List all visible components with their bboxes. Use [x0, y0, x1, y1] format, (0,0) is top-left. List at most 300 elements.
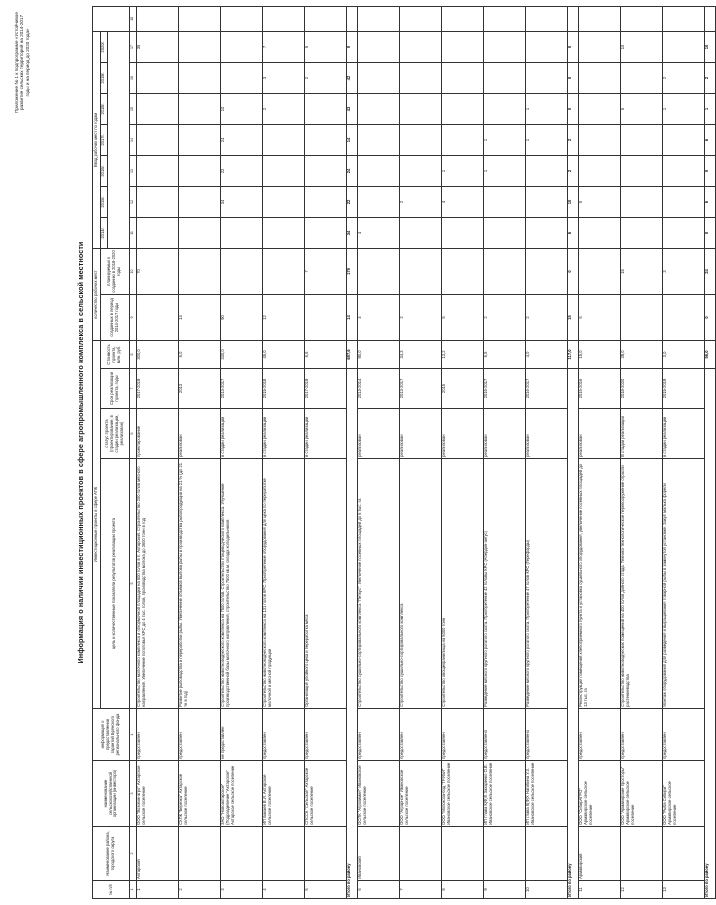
header-organization: наименование сельскохозяйственной организации (инвестора) [93, 761, 130, 827]
jobs-created-cell: 90 [220, 294, 262, 340]
row-number: 9 [483, 881, 525, 899]
year-jobs-cell: 34 [220, 186, 262, 217]
jobs-planned-cell [178, 248, 220, 294]
year-jobs-cell [620, 217, 662, 248]
table-row [441, 6, 483, 898]
table-row [662, 6, 704, 898]
year-jobs-cell: 10 [620, 31, 662, 62]
year-jobs-cell [483, 31, 525, 62]
status-cell: в стадии реализации [262, 409, 304, 459]
year-jobs-cell [399, 217, 441, 248]
year-jobs-cell [441, 217, 483, 248]
goal-cell: Строительство животноводческого комплекса на 7500 голов. Строительство птицеводческого комплекса. Улучшение производственной базы молочного направления, строительство 7500 кв.м. склада холодильников [220, 459, 262, 709]
blank-cell [483, 6, 525, 31]
header-year: 2019г. [100, 62, 108, 93]
total-jobs-planned: 179 [346, 248, 357, 294]
year-jobs-cell [136, 186, 178, 217]
total-year-jobs: 6 [567, 217, 578, 248]
total-year-jobs: 1 [704, 93, 715, 124]
total-year-jobs: 0 [567, 93, 578, 124]
jobs-created-cell: 5 [441, 294, 483, 340]
row-number: 1 [136, 881, 178, 899]
table-row [262, 6, 304, 898]
jobs-planned-cell: 70 [136, 248, 178, 294]
document-title: Информация о наличии инвестиционных проектов в сфере агропромышленного комплекса в сельской местности [76, 241, 85, 664]
blank-cell [220, 6, 262, 31]
year-jobs-cell [136, 124, 178, 155]
blank-cell [441, 6, 483, 31]
year-jobs-cell [620, 124, 662, 155]
year-jobs-cell [178, 155, 220, 186]
year-jobs-cell [304, 93, 346, 124]
cost-cell: 90,0 [357, 340, 399, 368]
row-number: 12 [620, 881, 662, 899]
total-label: Итого по району [567, 369, 578, 899]
header-by-year-group: Ввод рабочих мест по годам [93, 31, 101, 248]
total-year-jobs: 24 [346, 155, 357, 186]
year-jobs-cell [662, 217, 704, 248]
goal-cell: Строительство сушильно-сортировального комплекса "Петкус". Увеличение посевных площадей до 5 тыс. га [357, 459, 399, 709]
district-total-row [346, 6, 357, 898]
year-jobs-cell [578, 155, 620, 186]
blank-cell [262, 6, 304, 31]
status-cell: реализован [578, 409, 620, 459]
jobs-created-cell: 4 [357, 294, 399, 340]
year-jobs-cell [178, 93, 220, 124]
organization-cell: ООО "Рыба Сибири" Армавирское сельское поселение [662, 761, 704, 827]
total-year-jobs: 22 [346, 186, 357, 217]
column-number: 10 [130, 248, 137, 294]
blank-cell [578, 6, 620, 31]
year-jobs-cell [220, 31, 262, 62]
year-jobs-cell [578, 31, 620, 62]
jobs-planned-cell [525, 248, 567, 294]
year-jobs-cell [304, 124, 346, 155]
header-year: 2020г. [100, 31, 108, 62]
organization-cell: СПССК "Сельская" Ахтарское сельское поселение [304, 761, 346, 827]
column-number: 13 [130, 155, 137, 186]
district-cell [441, 827, 483, 881]
year-jobs-cell: 2 [399, 186, 441, 217]
column-number: 1 [130, 881, 137, 899]
total-year-jobs: 0 [704, 217, 715, 248]
cost-cell: 39,0 [620, 340, 662, 368]
district-cell [483, 827, 525, 881]
header-year: 2015г. [100, 186, 108, 217]
cooperation-cell: предоставлено [483, 709, 525, 761]
header-year: 2016г. [100, 155, 108, 186]
year-jobs-cell [178, 31, 220, 62]
table-row [483, 6, 525, 898]
cooperation-cell: предоставлен [262, 709, 304, 761]
column-number: 5 [130, 459, 137, 709]
district-cell [178, 827, 220, 881]
year-jobs-cell: 7 [262, 31, 304, 62]
district-total-row [567, 6, 578, 898]
year-jobs-cell [441, 31, 483, 62]
table-row [578, 6, 620, 898]
status-cell: реализован [441, 409, 483, 459]
table-row [620, 6, 662, 898]
header-jobs-planned: планируемых к созданию в 2018-2020 годы [100, 248, 130, 294]
row-number: 3 [220, 881, 262, 899]
jobs-created-cell [662, 294, 704, 340]
total-jobs-created: 15 [567, 294, 578, 340]
column-number: 12 [130, 186, 137, 217]
year-jobs-cell [178, 186, 220, 217]
year-jobs-cell [620, 155, 662, 186]
status-cell: в стадии реализации [220, 409, 262, 459]
total-year-jobs: 0 [567, 62, 578, 93]
period-cell: 2013-2017 [399, 369, 441, 409]
cooperation-cell: предоставлен [441, 709, 483, 761]
year-jobs-cell: 1 [441, 155, 483, 186]
blank-cell [662, 6, 704, 31]
year-jobs-cell [525, 217, 567, 248]
column-number: 3 [130, 761, 137, 827]
status-cell: реализован [178, 409, 220, 459]
jobs-created-cell: 6 [578, 294, 620, 340]
cooperation-cell: предоставлен [399, 709, 441, 761]
period-cell: 2016-2017 [483, 369, 525, 409]
goal-cell: Строительство овощехранилища на 5000 тонн [441, 459, 483, 709]
year-jobs-cell: 1 [483, 155, 525, 186]
period-cell: 2013 [178, 369, 220, 409]
status-cell: проектирование [136, 409, 178, 459]
year-jobs-cell: 6 [578, 186, 620, 217]
status-cell: в стадии реализации [304, 409, 346, 459]
blank-cell [178, 6, 220, 31]
district-cell: Армавирский [578, 827, 620, 881]
cost-cell: 6,6 [304, 340, 346, 368]
cooperation-cell: предоставлен [304, 709, 346, 761]
header-row-1 [93, 6, 101, 898]
year-jobs-cell [662, 186, 704, 217]
goal-cell: Монтаж оборудования для разведения и выращивания товарной рыбы в замкнутой установке. Закуп малька форели [662, 459, 704, 709]
blank-cell [346, 6, 357, 31]
jobs-planned-cell [483, 248, 525, 294]
year-jobs-cell: 10 [220, 93, 262, 124]
year-jobs-cell [357, 62, 399, 93]
blank-cell [704, 6, 715, 31]
district-cell [262, 827, 304, 881]
organization-cell: ООО "Возовик-агро" Ахтарское сельское поселение [136, 761, 178, 827]
cost-cell: 45,0 [262, 340, 304, 368]
organization-cell: ЗАО "Новоахтарское" (Подразделение "Ахтарское" Ахтарское сельское поселение [220, 761, 262, 827]
total-jobs-created: 14 [346, 294, 357, 340]
year-jobs-cell: 24 [220, 124, 262, 155]
appendix-note: Приложение № 1 к подпрограмме «Устойчивое развитие сельских территорий на 2014-2017 годы и на период до 2020 года» [14, 12, 30, 113]
year-jobs-cell [620, 186, 662, 217]
jobs-planned-cell: 3 [662, 248, 704, 294]
district-cell: Ахтарский [136, 827, 178, 881]
cost-cell: 4,0 [525, 340, 567, 368]
blank-cell [399, 6, 441, 31]
blank-cell [525, 6, 567, 31]
district-cell [399, 827, 441, 881]
organization-cell: ООО "Армавирские просторы" Армавирское сельское поселение [620, 761, 662, 827]
cooperation-cell: предоставлен [578, 709, 620, 761]
organization-cell: ИП Бакаев В.И. Ахтарское сельское поселение [262, 761, 304, 827]
total-label: Итого по району [704, 369, 715, 899]
jobs-planned-cell [578, 248, 620, 294]
goal-cell: Строительство животноводческого комплекса на 131 голов КРС. Приобретение оборудования для цеха по переработке молочной и мясной продукции [262, 459, 304, 709]
year-jobs-cell [304, 186, 346, 217]
district-cell [620, 827, 662, 881]
district-cell [525, 827, 567, 881]
year-jobs-cell [304, 217, 346, 248]
year-jobs-cell [262, 155, 304, 186]
header-district: Наименование района, городского округа [93, 827, 130, 881]
year-jobs-cell [178, 217, 220, 248]
year-jobs-cell [220, 217, 262, 248]
blank-cell [567, 6, 578, 31]
year-jobs-cell [357, 31, 399, 62]
jobs-planned-cell [262, 248, 304, 294]
goal-cell: Строительство молочного комплекса и откормочной площадки на 600 голов в п. Ахтарский. Строительство 200 голов мясного направления. Увеличение поголовья КРС до 4 тыс. голов, производства молока до 3600 тонн в год [136, 459, 178, 709]
table-row [220, 6, 262, 898]
jobs-created-cell: 12 [262, 294, 304, 340]
year-jobs-cell [483, 93, 525, 124]
cooperation-cell: предоставлен [662, 709, 704, 761]
year-jobs-cell [525, 31, 567, 62]
district-cell: Ивановский [357, 827, 399, 881]
status-cell: реализован [357, 409, 399, 459]
district-cell [304, 827, 346, 881]
cost-cell: 5,5 [483, 340, 525, 368]
column-number: 17 [130, 31, 137, 62]
table-row [357, 6, 399, 898]
year-jobs-cell [441, 62, 483, 93]
year-jobs-cell [304, 155, 346, 186]
header-cooperation: информация о предоставлении гарантий Брянского регионального фонда [93, 709, 130, 761]
year-jobs-cell: 1 [525, 93, 567, 124]
jobs-planned-cell [441, 248, 483, 294]
jobs-planned-cell: 7 [304, 248, 346, 294]
year-jobs-cell: 1 [525, 124, 567, 155]
cost-cell: 300,0 [136, 340, 178, 368]
column-number: 18 [130, 6, 137, 31]
cost-cell: 6,0 [178, 340, 220, 368]
year-jobs-cell [136, 155, 178, 186]
year-jobs-cell [483, 186, 525, 217]
cost-cell: 330,0 [220, 340, 262, 368]
column-number: 6 [130, 409, 137, 459]
total-year-jobs: 0 [346, 31, 357, 62]
row-number: 2 [178, 881, 220, 899]
year-jobs-cell [136, 93, 178, 124]
jobs-created-cell [304, 294, 346, 340]
year-jobs-cell [620, 62, 662, 93]
total-jobs-planned: 0 [567, 248, 578, 294]
year-jobs-cell [399, 31, 441, 62]
year-jobs-cell [441, 124, 483, 155]
year-jobs-cell: 22 [220, 155, 262, 186]
jobs-created-cell: 2 [525, 294, 567, 340]
row-number: 13 [662, 881, 704, 899]
cooperation-cell: предоставлен [136, 709, 178, 761]
column-number: 7 [130, 369, 137, 409]
table-row [525, 6, 567, 898]
cooperation-cell: предоставлен [357, 709, 399, 761]
period-cell: 2013-2014 [357, 369, 399, 409]
total-year-jobs: 6 [704, 186, 715, 217]
year-jobs-cell: 4 [441, 186, 483, 217]
goal-cell: Строительство сушильно-сортировального комплекса [399, 459, 441, 709]
row-number: 4 [262, 881, 304, 899]
header-jobs-group: количество рабочих мест [93, 248, 101, 340]
year-jobs-cell [441, 93, 483, 124]
column-number: 16 [130, 62, 137, 93]
cost-cell: 34,3 [399, 340, 441, 368]
goal-cell: Разведение мясного крупного рогатого скота. Приобретение 42 головы КРС (Абердин-ангус) [483, 459, 525, 709]
jobs-created-cell: 2 [399, 294, 441, 340]
total-year-jobs: 0 [567, 31, 578, 62]
jobs-planned-cell: 15 [620, 248, 662, 294]
year-jobs-cell [662, 31, 704, 62]
year-jobs-cell [578, 124, 620, 155]
year-jobs-cell [357, 93, 399, 124]
column-number: 11 [130, 217, 137, 248]
row-number: 6 [357, 881, 399, 899]
year-jobs-cell: 4 [357, 217, 399, 248]
year-jobs-cell: 2 [662, 62, 704, 93]
year-jobs-cell: 3 [262, 62, 304, 93]
year-jobs-cell [178, 62, 220, 93]
year-jobs-cell: 5 [620, 93, 662, 124]
goal-cell: Разведение мясного крупного рогатого скота. Приобретение 47 голов КРС (Герефорды) [525, 459, 567, 709]
district-total-row [704, 6, 715, 898]
column-number: 8 [130, 340, 137, 368]
year-jobs-cell [136, 217, 178, 248]
cost-cell: 15,0 [578, 340, 620, 368]
year-jobs-cell [525, 186, 567, 217]
cooperation-cell: не предоставлен [220, 709, 262, 761]
row-number: 8 [441, 881, 483, 899]
year-jobs-cell [136, 62, 178, 93]
period-cell: 2016-2017 [525, 369, 567, 409]
year-jobs-cell [578, 93, 620, 124]
year-jobs-cell [662, 124, 704, 155]
status-cell: реализован [399, 409, 441, 459]
year-jobs-cell [525, 62, 567, 93]
goal-cell: Организация убойного цеха и переработка мяса [304, 459, 346, 709]
year-jobs-cell: 5 [304, 31, 346, 62]
blank-cell [620, 6, 662, 31]
cost-cell: 3,0 [662, 340, 704, 368]
year-jobs-cell [578, 217, 620, 248]
jobs-created-cell [620, 294, 662, 340]
header-period: Срок реализации проекта, годы [100, 369, 130, 409]
organization-cell: ИП Глава К(Ф)Х Захаренко О.В. Ивановское сельское поселение [483, 761, 525, 827]
year-jobs-cell [262, 124, 304, 155]
year-jobs-cell [399, 124, 441, 155]
year-jobs-cell [399, 155, 441, 186]
period-cell: 2017-2019 [136, 369, 178, 409]
jobs-created-cell [136, 294, 178, 340]
organization-cell: ООО "Аграрное" Ивановское сельское поселение [399, 761, 441, 827]
total-cost: 687,6 [346, 340, 357, 368]
status-cell: В стадии реализации [620, 409, 662, 459]
table-row [304, 6, 346, 898]
total-cost: 117,0 [567, 340, 578, 368]
row-number: 5 [304, 881, 346, 899]
column-number: 9 [130, 294, 137, 340]
organization-cell: ООО "СибирАГРО" Армавирское сельское поселение [578, 761, 620, 827]
row-number: 10 [525, 881, 567, 899]
year-jobs-cell [357, 155, 399, 186]
jobs-created-cell: 2 [483, 294, 525, 340]
year-jobs-cell [262, 186, 304, 217]
jobs-created-cell: 14 [178, 294, 220, 340]
total-jobs-planned: 24 [704, 248, 715, 294]
blank-cell [136, 6, 178, 31]
column-number: 15 [130, 93, 137, 124]
year-jobs-cell [662, 155, 704, 186]
year-jobs-cell [357, 186, 399, 217]
table-row [136, 6, 178, 898]
blank-cell [357, 6, 399, 31]
year-jobs-cell: 1 [483, 124, 525, 155]
total-year-jobs: 42 [346, 62, 357, 93]
row-number: 11 [578, 881, 620, 899]
column-number: 4 [130, 709, 137, 761]
jobs-planned-cell [220, 248, 262, 294]
blank-cell [304, 6, 346, 31]
header-status: статус проекта (проектирование, в стадии реализации, реализован) [100, 409, 130, 459]
total-year-jobs: 2 [704, 62, 715, 93]
year-jobs-cell [220, 62, 262, 93]
column-number: 14 [130, 124, 137, 155]
column-number-row [130, 6, 137, 898]
header-year: 2018г. [100, 93, 108, 124]
total-year-jobs: 14 [346, 124, 357, 155]
period-cell: 2018-2020 [620, 369, 662, 409]
total-year-jobs: 0 [704, 155, 715, 186]
organization-cell: ООО "Молокоза-бод "ГРУБИ" Ивановское сельское поселение [441, 761, 483, 827]
status-cell: реализован [483, 409, 525, 459]
period-cell: 2013-2017 [220, 369, 262, 409]
projects-table [92, 6, 716, 899]
row-number: 7 [399, 881, 441, 899]
cost-cell: 13,2 [441, 340, 483, 368]
header-spacer [93, 6, 130, 31]
cooperation-cell: предоставлен [620, 709, 662, 761]
district-cell [662, 827, 704, 881]
year-jobs-cell: 1 [662, 93, 704, 124]
total-year-jobs: 10 [704, 31, 715, 62]
status-cell: в стадии реализации [662, 409, 704, 459]
jobs-planned-cell [357, 248, 399, 294]
year-jobs-cell [399, 62, 441, 93]
goal-cell: Реконструкция помещений хлебоприемного пункта и установка сушильного оборудования, увеличение посевных площадей до 13 тыс. га [578, 459, 620, 709]
jobs-planned-cell [399, 248, 441, 294]
status-cell: реализован [525, 409, 567, 459]
total-year-jobs: 2 [567, 155, 578, 186]
organization-cell: СХПК "Березка" Ахтарское сельское поселение [178, 761, 220, 827]
column-number: 2 [130, 827, 137, 881]
total-jobs-created: 0 [704, 294, 715, 340]
period-cell: 2015-2019 [662, 369, 704, 409]
period-cell: 2015-2016 [578, 369, 620, 409]
header-year: 2014г. [100, 217, 108, 248]
year-jobs-cell [483, 62, 525, 93]
year-jobs-cell [578, 62, 620, 93]
year-jobs-cell [399, 93, 441, 124]
year-jobs-cell [262, 217, 304, 248]
year-jobs-cell: 2 [262, 93, 304, 124]
total-year-jobs: 6 [704, 124, 715, 155]
